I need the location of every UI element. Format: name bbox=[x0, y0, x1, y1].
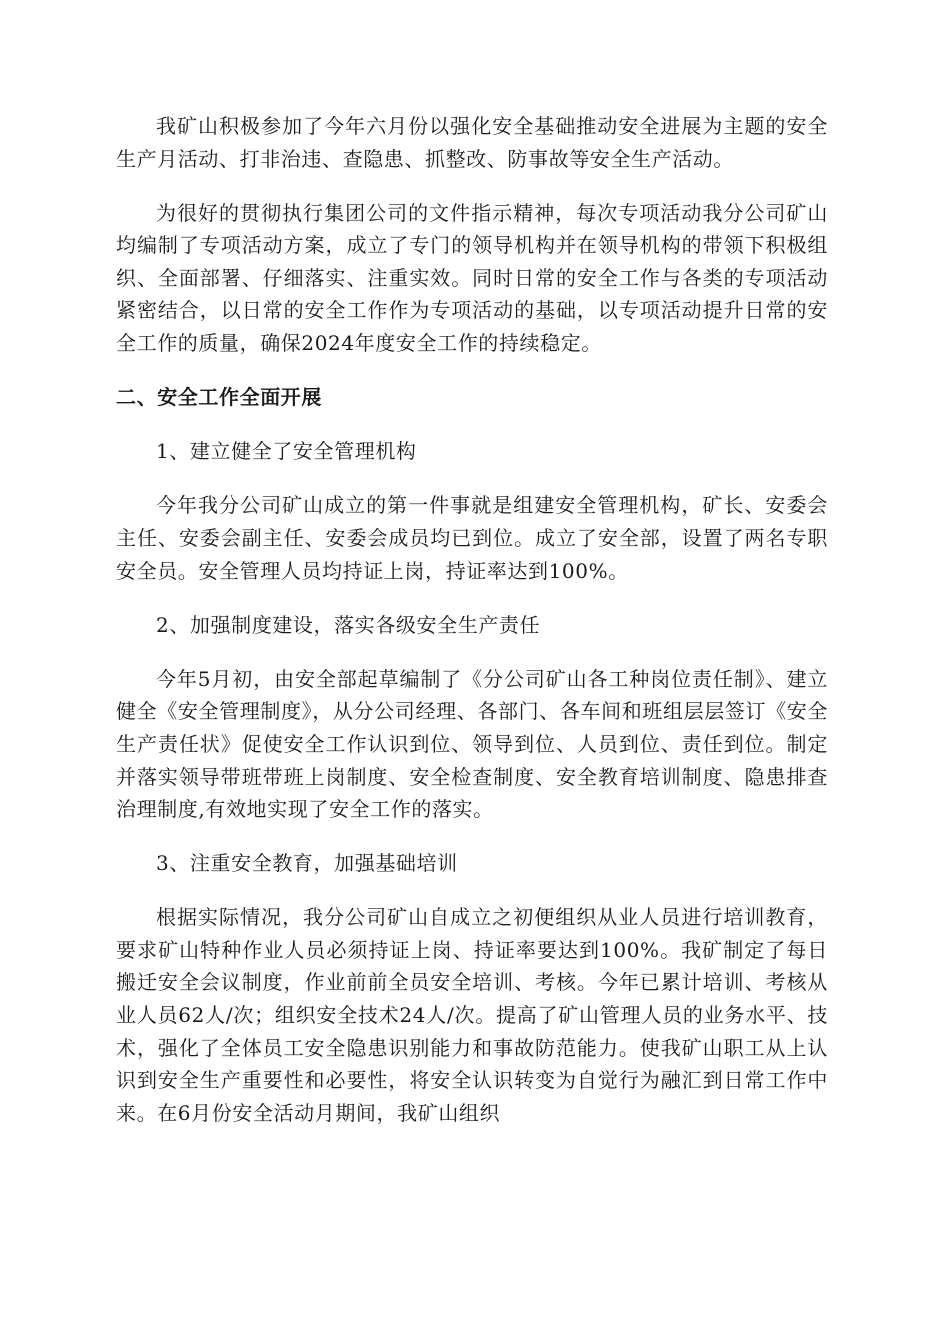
subheading-management-org: 1、建立健全了安全管理机构 bbox=[156, 439, 417, 464]
paragraph-safety-month: 我矿山积极参加了今年六月份以强化安全基础推动安全进展为主题的安全生产月活动、打非治违、查隐患、抓整改、防事故等安全生产活动。 bbox=[116, 114, 828, 171]
paragraph-special-activities: 为很好的贯彻执行集团公司的文件指示精神，每次专项活动我分公司矿山均编制了专项活动方案，成立了专门的领导机构并在领导机构的带领下积极组织、全面部署、仔细落实、注重实效。同时日常的安全工作与各类的专项活动紧密结合，以日常的安全工作作为专项活动的基础，以专项活动提升日常的安全工作的质量，确保2024年度安全工作的持续稳定。 bbox=[116, 200, 828, 356]
paragraph-system-building: 今年5月初，由安全部起草编制了《分公司矿山各工种岗位责任制》、建立健全《安全管理制度》，从分公司经理、各部门、各车间和班组层层签订《安全生产责任状》促使安全工作认识到位、领导到位、人员到位、责任到位。制定并落实领导带班带班上岗制度、安全检查制度、安全教育培训制度、隐患排查治理制度,有效地实现了安全工作的落实。 bbox=[116, 666, 828, 822]
subheading-safety-education: 3、注重安全教育，加强基础培训 bbox=[156, 851, 458, 876]
paragraph-safety-education: 根据实际情况，我分公司矿山自成立之初便组织从业人员进行培训教育，要求矿山特种作业人员必须持证上岗、持证率要达到100%。我矿制定了每日搬迁安全会议制度，作业前前全员安全培训、考核。今年已累计培训、考核从业人员62人/次；组织安全技术24人/次。提高了矿山管理人员的业务水平、技术，强化了全体员工安全隐患识别能力和事故防范能力。使我矿山职工从上认识到安全生产重要性和必要性，将安全认识转变为自觉行为融汇到日常工作中来。在6月份安全活动月期间，我矿山组织 bbox=[116, 905, 828, 1125]
paragraph-management-org: 今年我分公司矿山成立的第一件事就是组建安全管理机构，矿长、安委会主任、安委会副主任、安委会成员均已到位。成立了安全部，设置了两名专职安全员。安全管理人员均持证上岗，持证率达到100%。 bbox=[116, 493, 828, 583]
subheading-system-building: 2、加强制度建设，落实各级安全生产责任 bbox=[156, 612, 541, 637]
section-title-safety-work: 二、安全工作全面开展 bbox=[116, 385, 322, 410]
